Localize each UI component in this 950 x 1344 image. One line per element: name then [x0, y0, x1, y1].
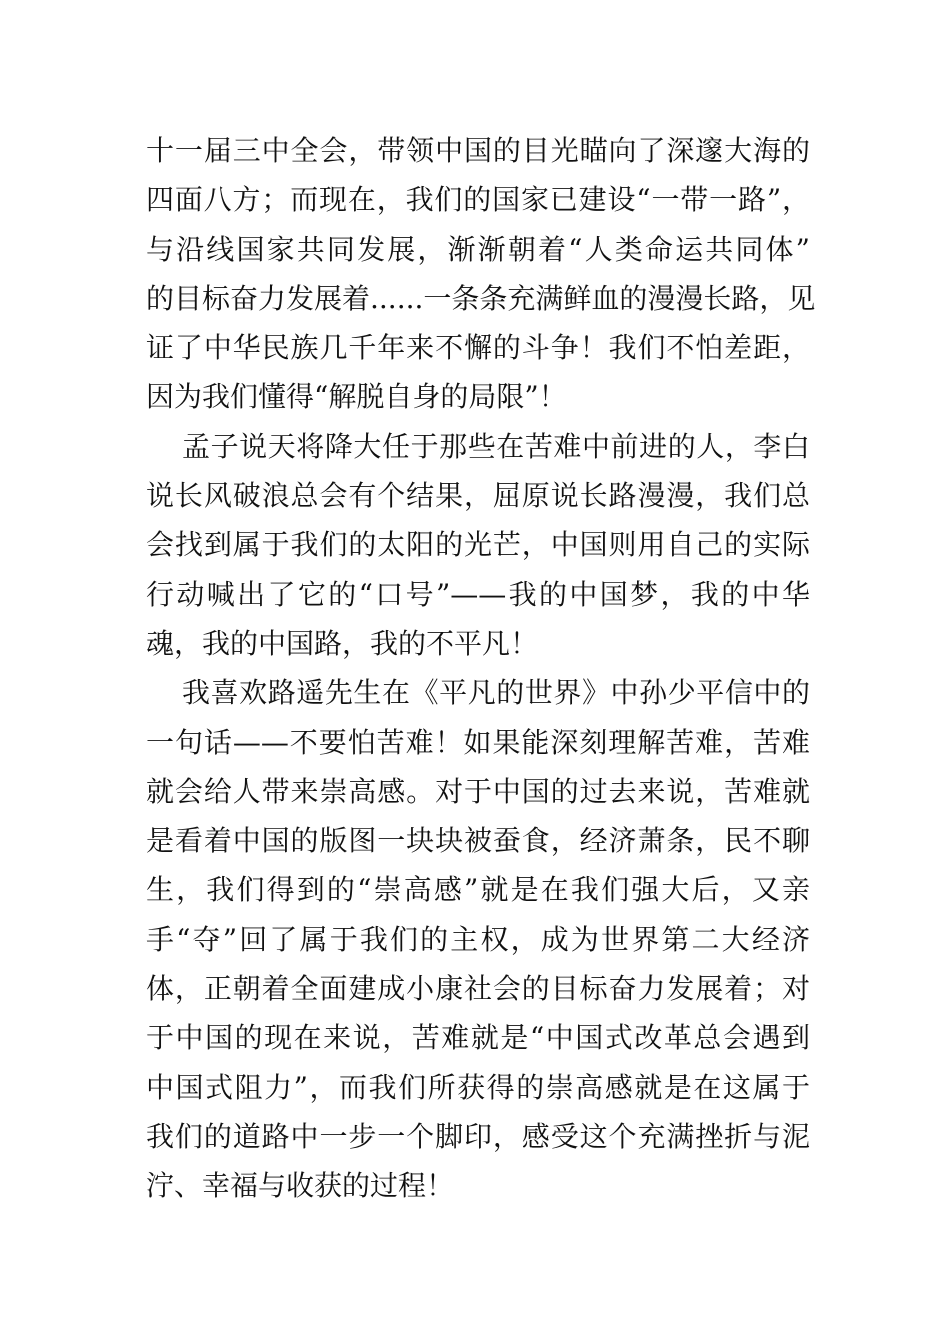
- text-line: 因为我们懂得“解脱自身的局限”！: [146, 380, 567, 414]
- text-line: 说长风破浪总会有个结果，屈原说长路漫漫，我们总: [146, 479, 810, 513]
- text-line: 与沿线国家共同发展，渐渐朝着“人类命运共同体”: [146, 232, 810, 266]
- text-line: 四面八方；而现在，我们的国家已建设“一带一路”，: [146, 183, 810, 217]
- text-line: 我喜欢路遥先生在《平凡的世界》中孙少平信中的: [182, 676, 810, 710]
- text-line: 的目标奋力发展着......一条条充满鲜血的漫漫长路，见: [146, 281, 816, 315]
- text-line: 我们的道路中一步一个脚印，感受这个充满挫折与泥: [146, 1119, 810, 1153]
- text-line: 手“夺”回了属于我们的主权，成为世界第二大经济: [146, 922, 810, 956]
- text-line: 于中国的现在来说，苦难就是“中国式改革总会遇到: [146, 1021, 810, 1055]
- text-line: 体，正朝着全面建成小康社会的目标奋力发展着；对: [146, 972, 810, 1006]
- text-line: 就会给人带来崇高感。对于中国的过去来说，苦难就: [146, 774, 810, 808]
- text-line: 十一届三中全会，带领中国的目光瞄向了深邃大海的: [146, 134, 810, 167]
- text-line: 证了中华民族几千年来不懈的斗争！我们不怕差距，: [146, 331, 810, 365]
- text-line: 泞、幸福与收获的过程！: [146, 1169, 455, 1203]
- paragraph-2: [146, 422, 810, 668]
- text-line: 中国式阻力”，而我们所获得的崇高感就是在这属于: [146, 1070, 810, 1104]
- body-text: [146, 126, 816, 1211]
- paragraph-1: [146, 126, 816, 422]
- paragraph-3: [146, 668, 810, 1210]
- text-line: 行动喊出了它的“口号”——我的中国梦，我的中华: [146, 577, 810, 611]
- text-line: 孟子说天将降大任于那些在苦难中前进的人，李白: [182, 429, 810, 463]
- text-line: 魂，我的中国路，我的不平凡！: [146, 626, 539, 660]
- text-line: 一句话——不要怕苦难！如果能深刻理解苦难，苦难: [146, 725, 810, 759]
- text-line: 会找到属于我们的太阳的光芒，中国则用自己的实际: [146, 528, 810, 562]
- text-line: 是看着中国的版图一块块被蚕食，经济萧条，民不聊: [146, 824, 810, 858]
- text-line: 生，我们得到的“崇高感”就是在我们强大后，又亲: [146, 873, 810, 907]
